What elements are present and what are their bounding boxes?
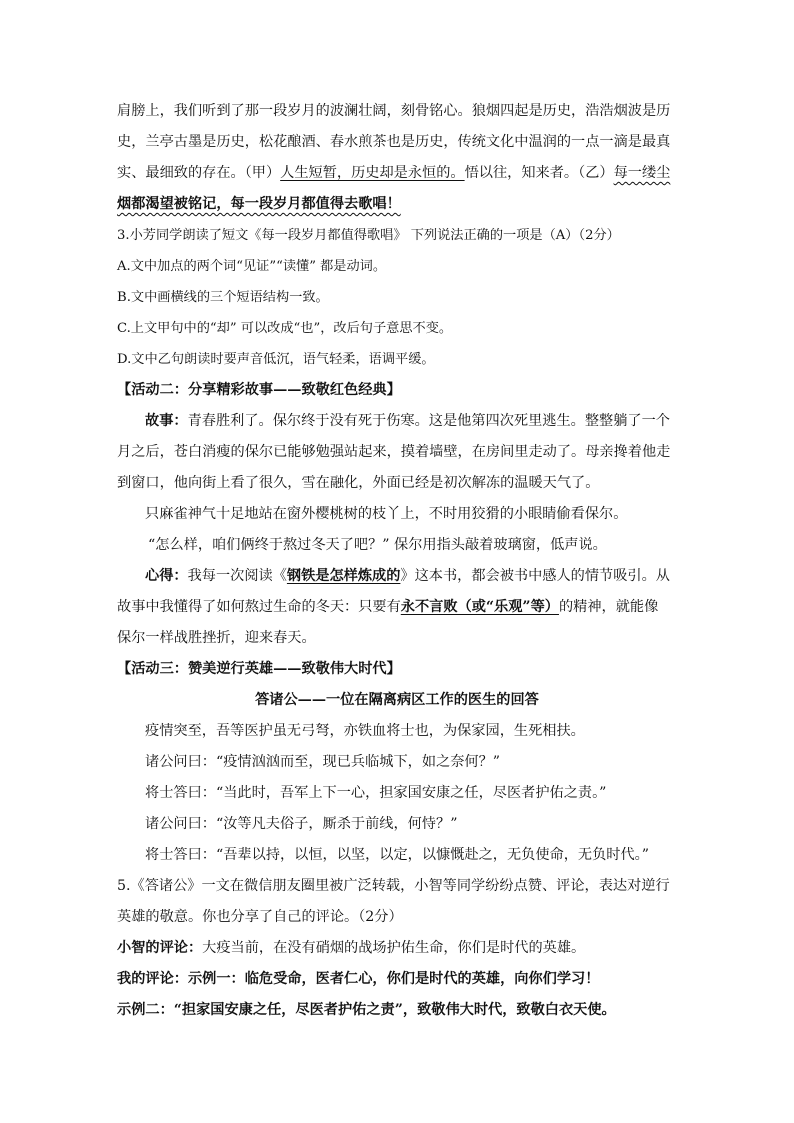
article-paragraph-4: 诸公问曰：“汝等凡夫俗子，厮杀于前线，何恃？”: [145, 816, 458, 832]
story-line-5: “怎么样，咱们俩终于熬过冬天了吧？” 保尔用指头敲着玻璃窗，低声说。: [148, 537, 607, 553]
insight-text-pre: 我每一次阅读《: [187, 568, 287, 584]
sentence-jia: 人生短暂，历史却是永恒的。: [280, 165, 465, 181]
insight-answer: 永不言败（或“乐观”等）: [400, 599, 559, 615]
story-text-1: 青春胜利了。保尔终于没有死于伤寒。这是他第四次死里逃生。整整躺了一个: [187, 413, 670, 429]
question-5-stem-1: 5.《答诸公》一文在微信朋友圈里被广泛转载，小智等同学纷纷点赞、评论，表达对逆行: [117, 878, 670, 894]
story-line-4: 只麻雀神气十足地站在窗外樱桃树的枝丫上，不时用狡猾的小眼睛偷看保尔。: [145, 506, 628, 522]
article-title: 答诸公——一位在隔离病区工作的医生的回答: [255, 692, 539, 708]
question-3-option-c: C.上文甲句中的“却” 可以改成“也”，改后句子意思不变。: [117, 321, 453, 336]
passage-line-3-prefix: 实、最细致的存在。（甲）: [117, 165, 281, 181]
story-line-3: 到窗口，他向街上看了很久，雪在融化，外面已经是初次解冻的温暖天气了。: [117, 475, 600, 491]
xiaozhi-comment-text: 大疫当前，在没有硝烟的战场护佑生命，你们是时代的英雄。: [202, 940, 586, 956]
story-label: 故事：: [145, 413, 188, 429]
article-paragraph-3: 将士答曰：“当此时，吾军上下一心，担家国安康之任，尽医者护佑之责。”: [145, 785, 607, 801]
question-5-stem-2: 英雄的敬意。你也分享了自己的评论。（2分）: [117, 909, 403, 925]
activity-2-heading: 【活动二：分享精彩故事——致敬红色经典】: [117, 382, 401, 398]
insight-text-post: 》这本书，都会被书中感人的情节吸引。从: [400, 568, 670, 584]
insight-label: 心得：: [145, 568, 188, 584]
insight-line-2: [117, 592, 677, 623]
insight-line-1: [117, 561, 677, 592]
my-comment-example-1: 我的评论：示例一：临危受命，医者仁心，你们是时代的英雄，向你们学习！: [117, 971, 600, 987]
my-comment-example-2: 示例二：“担家国安康之任，尽医者护佑之责”，致敬伟大时代，致敬白衣天使。: [117, 1002, 616, 1018]
story-line-1: [117, 406, 677, 437]
article-paragraph-5: 将士答曰：“吾辈以持，以恒，以坚，以定，以慷慨赴之，无负使命，无负时代。”: [145, 847, 649, 863]
insight-line-2-pre: 故事中我懂得了如何熬过生命的冬天：只要有: [117, 599, 401, 615]
insight-line-3: 保尔一样战胜挫折，迎来春天。: [117, 630, 316, 646]
question-3-stem: 3.小芳同学朗读了短文《每一段岁月都值得歌唱》 下列说法正确的一项是（A）（2分）: [117, 228, 620, 243]
article-paragraph-1: 疫情突至，吾等医护虽无弓弩，亦铁血将士也，为保家园，生死相扶。: [145, 723, 585, 739]
xiaozhi-comment: [117, 933, 677, 964]
activity-3-heading: 【活动三：赞美逆行英雄——致敬伟大时代】: [117, 661, 401, 677]
question-3-option-d: D.文中乙句朗读时要声音低沉，语气轻柔，语调平缓。: [117, 352, 435, 367]
question-3-option-b: B.文中画横线的三个短语结构一致。: [117, 290, 329, 305]
sentence-yi-part-2: 烟都渴望被铭记，每一段岁月都值得去歌唱！: [117, 196, 401, 212]
passage-line-2: 史，兰亭古墨是历史，松花酿酒、春水煎茶也是历史，传统文化中温润的一点一滴是最真: [117, 134, 671, 150]
sentence-yi-part-1: 每一缕尘: [613, 165, 671, 181]
article-paragraph-2: 诸公问曰：“疫情汹汹而至，现已兵临城下，如之奈何？”: [145, 754, 501, 770]
passage-line-1: 肩膀上，我们听到了那一段岁月的波澜壮阔，刻骨铭心。狼烟四起是历史，浩浩烟波是历: [117, 103, 671, 119]
document-page: [117, 96, 677, 1026]
story-line-2: 月之后，苍白消瘦的保尔已能够勉强站起来，摸着墙壁，在房间里走动了。母亲搀着他走: [117, 444, 671, 460]
book-title: 钢铁是怎样炼成的: [286, 568, 401, 584]
passage-line-3: [117, 158, 677, 189]
insight-line-2-post: 的精神，就能像: [558, 599, 659, 615]
passage-line-4: [117, 189, 677, 220]
xiaozhi-comment-label: 小智的评论：: [117, 940, 203, 956]
question-3-option-a: A.文中加点的两个词“见证”“读懂” 都是动词。: [117, 259, 387, 274]
passage-line-3-middle: 悟以往，知来者。（乙）: [464, 165, 614, 181]
